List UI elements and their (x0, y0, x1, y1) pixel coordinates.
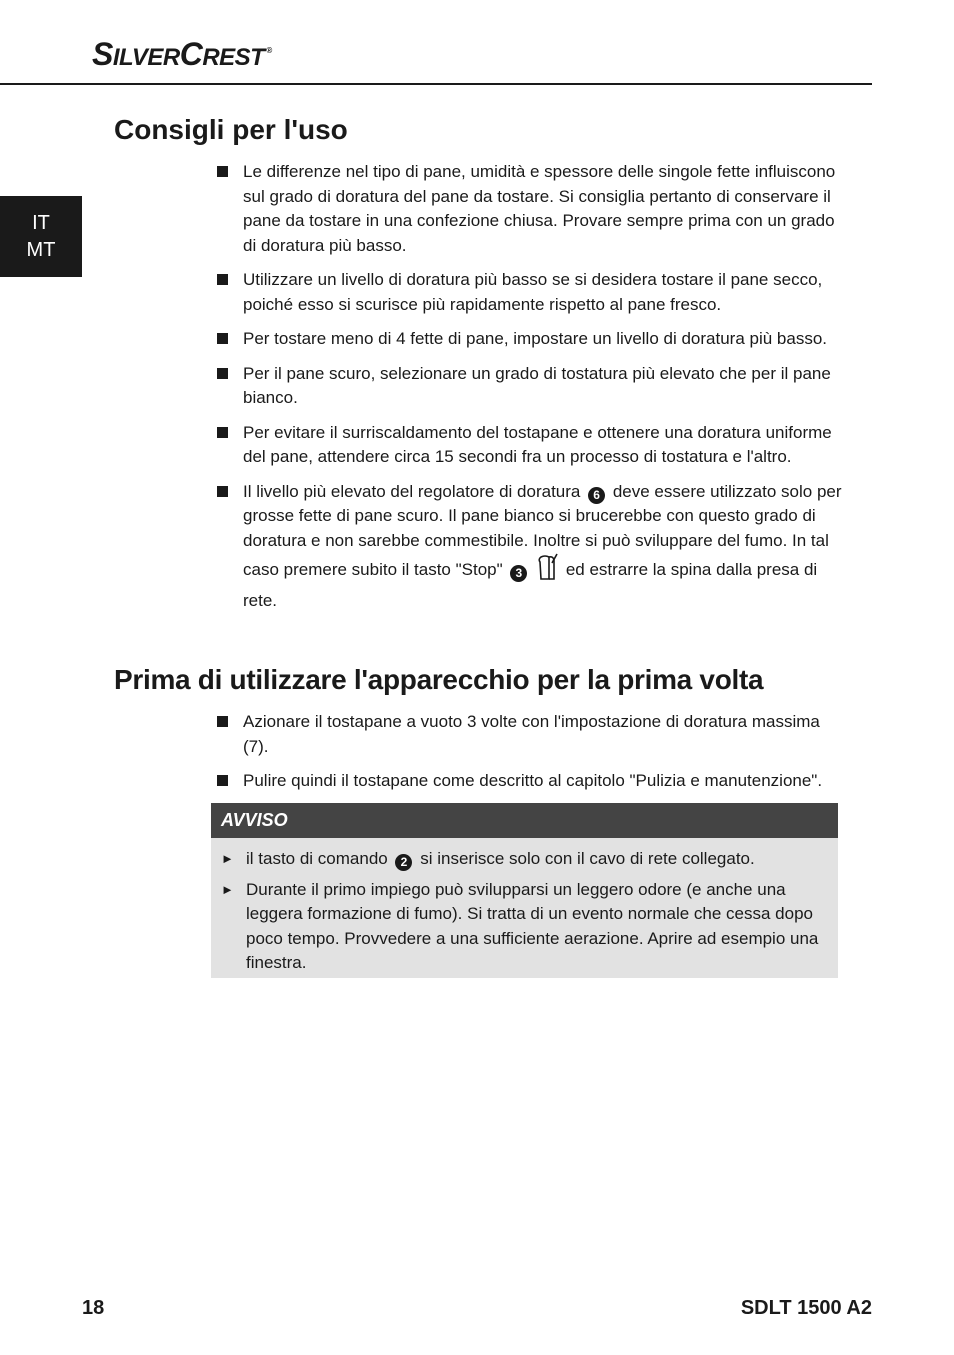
list-item: Pulire quindi il tostapane come descritto al capitolo "Pulizia e manutenzione". (215, 769, 845, 794)
list-item: Per evitare il surriscaldamento del tostapane e ottenere una doratura uniforme del pane, attendere circa 15 secondi fra un processo di tostatura e l'altro. (215, 421, 845, 470)
model-number: SDLT 1500 A2 (740, 1297, 872, 1319)
notice-list (211, 838, 838, 976)
list-item: Il livello più elevato del regolatore di doratura 6 deve essere utilizzato solo per grosse fette di pane scuro. Il pane bianco si brucerebbe con questo grado di doratura e non sarebbe commestibile. Inoltre si può sviluppare del fumo. In tal caso premere subito il tasto "Stop" 3 ed estrarre la spina dalla presa di rete. (215, 480, 845, 614)
list-item: Azionare il tostapane a vuoto 3 volte con l'impostazione di doratura massima (7). (215, 710, 845, 759)
section-title-first-use: Prima di utilizzare l'apparecchio per la prima volta (114, 664, 764, 695)
usage-tips-list (215, 160, 845, 623)
bullet-square-icon (217, 716, 228, 727)
language-tab (0, 196, 82, 277)
bullet-square-icon (217, 486, 228, 497)
brand-logo: SILVERCREST ® (92, 36, 272, 72)
header-rule (0, 83, 872, 85)
notice-title: AVVISO (211, 803, 838, 838)
control-button-number-icon: 2 (395, 854, 412, 871)
arrow-bullet-icon: ► (221, 881, 234, 897)
language-code-it: IT (32, 211, 50, 234)
arrow-bullet-icon: ► (221, 851, 234, 866)
bullet-square-icon (217, 333, 228, 344)
bullet-square-icon (217, 775, 228, 786)
stop-button-number-icon: 3 (510, 565, 527, 582)
bullet-square-icon (217, 368, 228, 379)
list-item: Per tostare meno di 4 fette di pane, impostare un livello di doratura più basso. (215, 327, 845, 352)
bullet-square-icon (217, 274, 228, 285)
browning-control-number-icon: 6 (588, 487, 605, 504)
notice-box (211, 803, 838, 978)
stop-toast-icon (537, 553, 559, 589)
first-use-list (215, 710, 845, 804)
page-number: 18 (82, 1297, 105, 1319)
section-title-usage-tips: Consigli per l'uso (114, 114, 348, 145)
language-code-mt: MT (26, 238, 56, 261)
list-item: Utilizzare un livello di doratura più basso se si desidera tostare il pane secco, poiché esso si scurisce più rapidamente rispetto al pane fresco. (215, 268, 845, 317)
list-item: ► il tasto di comando 2 si inserisce solo con il cavo di rete collegato. (221, 847, 828, 872)
list-item: ► Durante il primo impiego può svilupparsi un leggero odore (e anche una leggera formazione di fumo). Si tratta di un evento normale che cessa dopo poco tempo. Provvedere a una sufficiente aerazione. Aprire ad esempio una finestra. (221, 879, 819, 972)
bullet-square-icon (217, 166, 228, 177)
bullet-square-icon (217, 427, 228, 438)
list-item: Le differenze nel tipo di pane, umidità e spessore delle singole fette influiscono sul grado di doratura del pane da tostare. Si consiglia pertanto di conservare il pane da tostare in una confezione chiusa. Provare sempre prima con un grado di doratura più basso. (215, 160, 845, 258)
list-item: Per il pane scuro, selezionare un grado di tostatura più elevato che per il pane bianco. (215, 362, 845, 411)
